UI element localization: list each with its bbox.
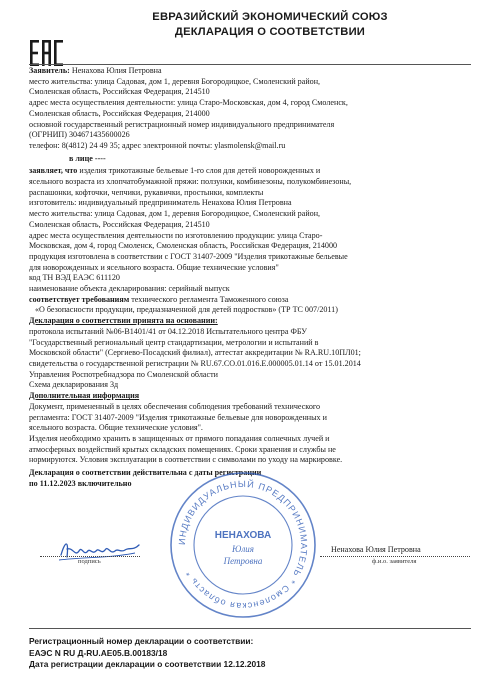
declares-line (29, 166, 479, 177)
compliance-line (29, 295, 479, 306)
name-line (320, 556, 470, 557)
in-person-line: в лице ---- (69, 153, 106, 163)
basis-title: Декларация о соответствии принята на основании: (29, 316, 218, 326)
declares-detail: Московская, дом 4, город Смоленск, Смоленская область, Российская Федерация, 214000 (29, 241, 338, 251)
compliance-regulation: «О безопасности продукции, предназначенной для детей подростков» (ТР ТС 007/2011) (35, 305, 338, 315)
footer-divider (29, 628, 471, 629)
header-divider (29, 64, 471, 65)
registration-number-label: Регистрационный номер декларации о соответствии: (29, 636, 254, 646)
declaration-body (29, 66, 479, 489)
signature-line (40, 556, 140, 557)
document-header (70, 10, 470, 40)
validity-date: по 11.12.2023 включительно (29, 478, 132, 488)
additional-title: Дополнительная информация (29, 391, 140, 401)
applicant-name: Ненахова Юлия Петровна (69, 66, 162, 75)
round-seal-stamp (166, 468, 320, 622)
applicant-contacts: телефон: 8(4812) 24 49 35; адрес электронной почты: ylasmolensk@mail.ru (29, 140, 286, 150)
declares-detail: место жительства: улица Садовая, дом 1, деревня Богородицкое, Смоленский район, (29, 209, 321, 219)
basis-scheme: Схема декларирования 3д (29, 380, 119, 390)
eac-logo-icon (30, 40, 64, 66)
basis-detail: "Государственный региональный центр стандартизации, метрологии и испытаний в (29, 337, 319, 347)
declares-label: заявляет, что (29, 166, 78, 176)
name-caption: ф.и.о. заявителя (372, 558, 417, 565)
declares-detail: изготовитель: индивидуальный предприниматель Ненахова Юлия Петровна (29, 198, 292, 208)
declares-detail: распашонки, кофточки, чепчики, рукавички, простынки, комплекты (29, 187, 264, 197)
registration-footer (29, 636, 469, 671)
document-title: ДЕКЛАРАЦИЯ О СООТВЕТСТВИИ (174, 26, 366, 38)
applicant-detail: адрес места осуществления деятельности: улица Старо-Московская, дом 4, город Смоленск, (29, 98, 348, 108)
applicant-line (29, 66, 479, 77)
applicant-detail: основной государственный регистрационный номер индивидуального предпринимателя (29, 119, 335, 129)
registration-date: Дата регистрации декларации о соответствии 12.12.2018 (29, 659, 266, 669)
declares-detail: Смоленская область, Российская Федерация, 214510 (29, 219, 210, 229)
declares-first-line: изделия трикотажные бельевые 1-го слоя для детей новорожденных и (77, 166, 321, 176)
declares-detail: ясельного возраста из хлопчатобумажной пряжи: ползунки, комбинезоны, полукомбинезоны, (29, 177, 352, 187)
declares-detail: адрес места осуществления деятельности по изготовлению продукции: улица Старо- (29, 230, 323, 240)
declares-detail: наименование объекта декларирования: серийный выпуск (29, 284, 230, 294)
declares-detail: продукция изготовлена в соответствии с ГОСТ 31407-2009 "Изделия трикотажные бельевые (29, 251, 348, 261)
additional-detail: регламента: ГОСТ 31407-2009 "Изделия трикотажные бельевые для новорожденных и (29, 412, 327, 422)
applicant-label: Заявитель: (29, 66, 70, 75)
stamp-center-patronymic: Петровна (223, 556, 263, 566)
compliance-label: соответствует требованиям (29, 294, 130, 304)
basis-detail: протокола испытаний №06-В1401/41 от 04.12.2018 Испытательного центра ФБУ (29, 326, 307, 336)
registration-number: ЕАЭС N RU Д-RU.АЕ05.В.00183/18 (29, 647, 168, 658)
applicant-signed-name: Ненахова Юлия Петровна (331, 545, 421, 554)
signature-caption: подпись (78, 558, 101, 565)
basis-detail: Управления Роспотребнадзора по Смоленской области (29, 369, 218, 379)
additional-detail: Изделия необходимо хранить в защищенных от прямого попадания солнечных лучей и (29, 433, 330, 443)
applicant-detail: Смоленская область, Российская Федерация, 214000 (29, 108, 210, 118)
applicant-detail: (ОГРНИП) 304671435600026 (29, 130, 130, 140)
union-title: ЕВРАЗИЙСКИЙ ЭКОНОМИЧЕСКИЙ СОЮЗ (152, 11, 388, 23)
validity-line: Декларация о соответствии действительна с даты регистрации (29, 468, 262, 478)
basis-detail: свидетельства о государственной регистрации № RU.67.CO.01.016.E.000005.01.14 от 15.01.2014 (29, 358, 361, 368)
applicant-detail: Смоленская область, Российская Федерация, 214510 (29, 87, 210, 97)
additional-detail: Документ, примененный в целях обеспечения соблюдения требований технического (29, 401, 321, 411)
declares-detail: код ТН ВЭД ЕАЭС 611120 (29, 273, 120, 283)
stamp-center-surname: НЕНАХОВА (214, 530, 272, 541)
additional-detail: атмосферных воздействий крытых складских помещениях. Сроки хранения и службы не (29, 444, 336, 454)
stamp-ring-text: ИНДИВИДУАЛЬНЫЙ ПРЕДПРИНИМАТЕЛЬ * Смоленская область * (176, 478, 310, 612)
compliance-rest: технического регламента Таможенного союза (129, 294, 289, 304)
additional-detail: ясельного возраста. Общие технические условия". (29, 423, 203, 433)
applicant-detail: место жительства: улица Садовая, дом 1, деревня Богородицкое, Смоленский район, (29, 76, 321, 86)
stamp-center-name: Юлия (232, 544, 254, 554)
additional-detail: нормируются. Условия эксплуатации в соответствии с символами по уходу на маркировке. (29, 455, 343, 465)
basis-detail: Московской области" (Сергиево-Посадский филиал), аттестат аккредитации № RA.RU.10ПЛ01; (29, 348, 361, 358)
declares-detail: для новорожденных и ясельного возраста. Общие технические условия" (29, 262, 279, 272)
